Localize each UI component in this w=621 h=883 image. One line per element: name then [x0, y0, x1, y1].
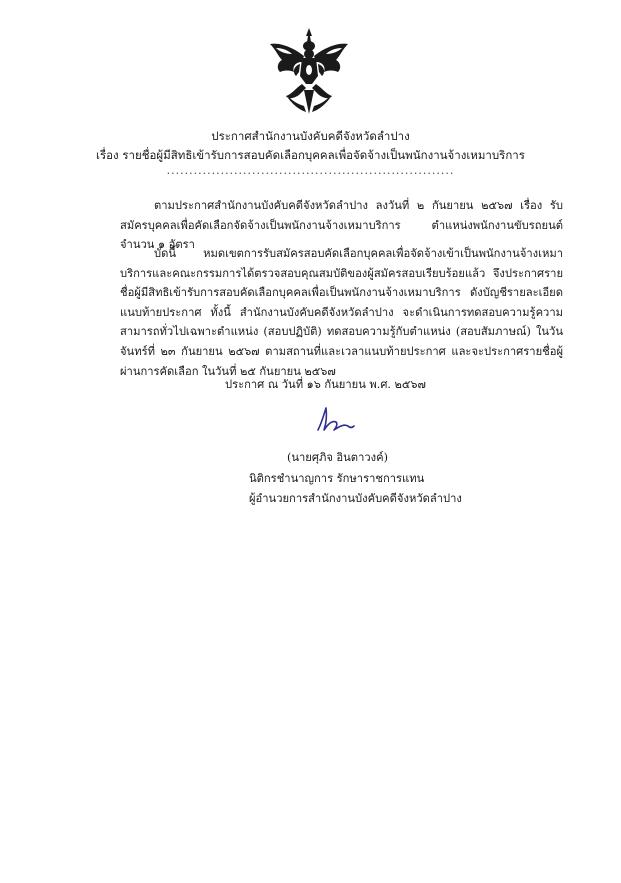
signer-name: (นายศุภิจ อินตาวงค์): [287, 451, 388, 464]
signer-position-line-1: นิติกรชำนาญการ รักษาราชการแทน: [249, 472, 425, 485]
garuda-emblem-icon: [266, 26, 352, 118]
signer-position-line-2: ผู้อำนวยการสำนักงานบังคับคดีจังหวัดลำปาง: [249, 492, 462, 505]
dotted-divider: ................................................................: [166, 164, 455, 177]
announcement-title: ประกาศสำนักงานบังคับคดีจังหวัดลำปาง: [211, 129, 410, 143]
paragraph-details: บัดนี้ หมดเขตการรับสมัครสอบคัดเลือกบุคคลเพื่อจัดจ้างเข้าเป็นพนักงานจ้างเหมาบริการและคณะกรรมการได้ตรวจสอบคุณสมบัติของผู้สมัครสอบเรียบร้อยแล้ว จึงประกาศรายชื่อผู้มีสิทธิเข้ารับการสอบคัดเลือกบุคคลเพื่อเป็นพนักงานจ้างเหมาบริการ ดังบัญชีรายละเอียดแนบท้ายประกาศ ทั้งนี้ สำนักงานบังคับคดีจังหวัดลำปาง จะดำเนินการทดสอบความรู้ความสามารถทั่วไปเฉพาะตำแหน่ง (สอบปฏิบัติ) ทดสอบความรู้กับตำแหน่ง (สอบสัมภาษณ์) ในวันจันทร์ที่ ๒๓ กันยายน ๒๕๖๗ ตามสถานที่และเวลาแนบท้ายประกาศ และจะประกาศรายชื่อผู้ผ่านการคัดเลือก ในวันที่ ๒๕ กันยายน ๒๕๖๗: [120, 247, 563, 378]
announcement-subject: เรื่อง รายชื่อผู้มีสิทธิเข้ารับการสอบคัดเลือกบุคคลเพื่อจัดจ้างเป็นพนักงานจ้างเหมาบริการ: [96, 148, 525, 162]
announcement-date: ประกาศ ณ วันที่ ๑๖ กันยายน พ.ศ. ๒๕๖๗: [225, 378, 426, 391]
paragraph-reference: ตามประกาศสำนักงานบังคับคดีจังหวัดลำปาง ลงวันที่ ๒ กันยายน ๒๕๖๗ เรื่อง รับสมัครบุคคลเพื่อคัดเลือกจัดจ้างเป็นพนักงานจ้างเหมาบริการ ตำแหน่งพนักงานขับรถยนต์ จำนวน ๑ อัตรา: [120, 199, 563, 252]
handwritten-signature: [312, 404, 356, 436]
